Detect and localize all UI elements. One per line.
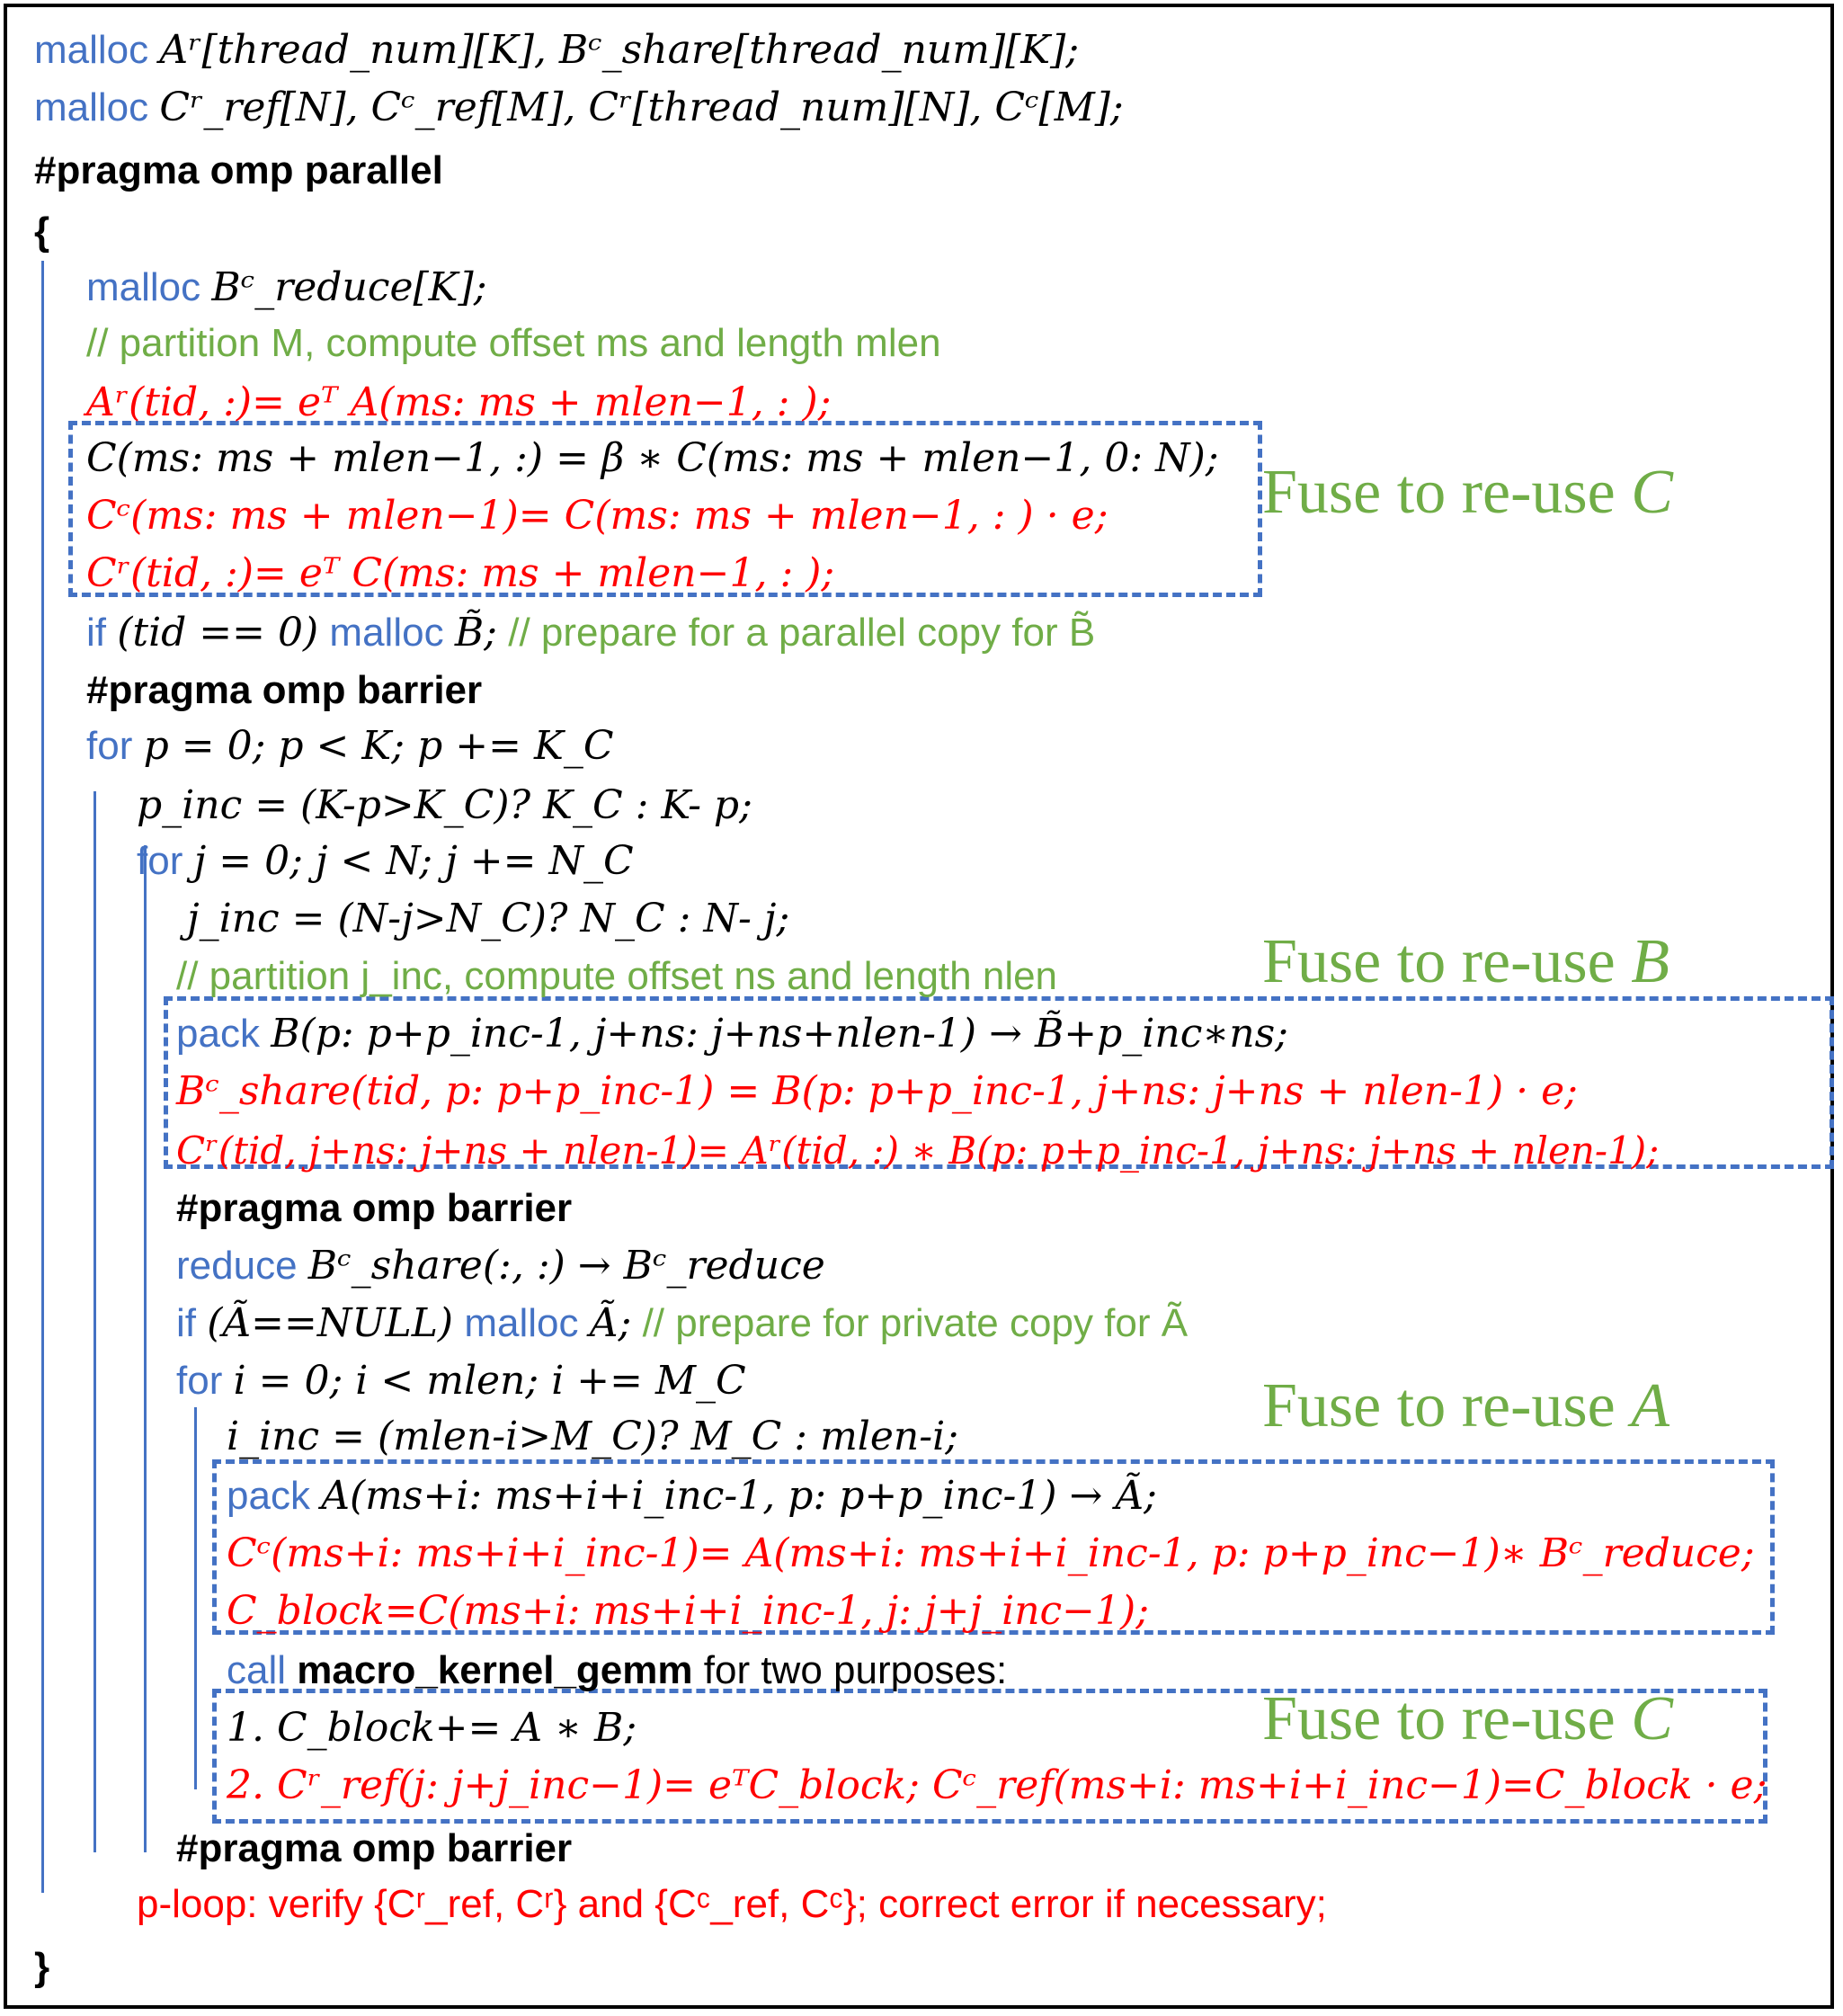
line-13 — [86, 721, 614, 772]
line-23 — [176, 1298, 1188, 1349]
line-10 — [86, 549, 834, 599]
keyword: if — [86, 611, 106, 655]
line-2 — [34, 83, 1124, 133]
fuse-variable: C — [1631, 1684, 1673, 1753]
keyword: if — [176, 1301, 196, 1345]
comment: // partition j_inc, compute offset ns and length nlen — [176, 954, 1058, 998]
expression: Cᶜ(ms+i: ms+i+i_inc-1)= A(ms+i: ms+i+i_inc-1, p: p+p_inc−1)∗ Bᶜ_reduce; — [227, 1530, 1755, 1576]
expression: Ã; — [589, 1300, 632, 1346]
keyword: malloc — [34, 85, 149, 129]
line-17 — [176, 951, 1057, 1002]
fuse-text: Fuse to re-use — [1262, 458, 1616, 527]
fuse-label-a — [1262, 1370, 1669, 1442]
open-brace: { — [34, 210, 50, 254]
keyword: malloc — [34, 28, 149, 72]
expression: Cʳ_ref[N], Cᶜ_ref[M], Cʳ[thread_num][N], Cᶜ[M]; — [159, 85, 1124, 130]
expression: (tid == 0) — [117, 610, 319, 656]
pragma: #pragma omp parallel — [34, 148, 443, 192]
keyword: malloc — [86, 265, 201, 309]
fuse-text: Fuse to re-use — [1262, 1684, 1616, 1753]
line-3 — [34, 146, 443, 196]
expression: A(ms+i: ms+i+i_inc-1, p: p+p_inc-1) → Ã; — [321, 1473, 1157, 1519]
verification-step: p-loop: verify {Cʳ_ref, Cʳ} and {Cᶜ_ref, Cᶜ}; correct error if necessary; — [137, 1882, 1327, 1926]
line-25 — [227, 1412, 958, 1462]
line-28 — [227, 1586, 1149, 1637]
expression: j_inc = (N-j>N_C)? N_C : N- j; — [187, 896, 790, 941]
line-33 — [137, 1879, 1327, 1930]
line-11 — [86, 608, 1095, 658]
line-21 — [176, 1183, 572, 1234]
expression: 2. Cʳ_ref(j: j+j_inc−1)= eᵀC_block; Cᶜ_ref(ms+i: ms+i+i_inc−1)=C_block · e; — [227, 1762, 1767, 1808]
line-34 — [34, 1942, 49, 1993]
expression: B̃; — [454, 610, 497, 656]
expression: B(p: p+p_inc-1, j+ns: j+ns+nlen-1) → B̃+p_inc∗ns; — [271, 1011, 1289, 1057]
expression: Cʳ(tid, :)= eᵀ C(ms: ms + mlen−1, : ); — [86, 550, 835, 596]
expression: Bᶜ_reduce[K]; — [211, 264, 487, 310]
comment: // prepare for a parallel copy for B̃ — [508, 611, 1096, 655]
line-7 — [86, 378, 831, 428]
keyword: for — [176, 1359, 223, 1403]
expression: Aʳ(tid, :)= eᵀ A(ms: ms + mlen−1, : ); — [86, 379, 832, 425]
parallel-block-guide — [41, 261, 44, 1893]
close-brace: } — [34, 1945, 50, 1989]
comment: // partition M, compute offset ms and length mlen — [86, 321, 941, 365]
fuse-text: Fuse to re-use — [1262, 927, 1616, 996]
line-27 — [227, 1529, 1755, 1579]
line-1 — [34, 25, 1079, 76]
line-15 — [137, 836, 634, 887]
keyword: pack — [176, 1012, 260, 1056]
expression: C_block=C(ms+i: ms+i+i_inc-1, j: j+j_inc−1); — [227, 1588, 1150, 1634]
expression: Cᶜ(ms: ms + mlen−1)= C(ms: ms + mlen−1, : ) · e; — [86, 493, 1108, 539]
keyword: reduce — [176, 1244, 298, 1288]
fuse-label-c1 — [1262, 457, 1673, 529]
expression: j = 0; j < N; j += N_C — [193, 838, 634, 884]
keyword: for — [86, 724, 133, 768]
expression: 1. C_block+= A ∗ B; — [227, 1705, 637, 1751]
expression: Aʳ[thread_num][K], Bᶜ_share[thread_num][K]; — [159, 27, 1080, 73]
line-24 — [176, 1356, 746, 1406]
line-29 — [227, 1646, 1007, 1696]
pragma: #pragma omp barrier — [176, 1826, 573, 1870]
expression: p_inc = (K-p>K_C)? K_C : K- p; — [137, 782, 752, 828]
line-12 — [86, 665, 482, 716]
expression: i = 0; i < mlen; i += M_C — [233, 1358, 746, 1404]
line-6 — [86, 318, 941, 369]
keyword: for — [137, 839, 183, 883]
keyword: call — [227, 1648, 287, 1692]
comment: // prepare for private copy for Ã — [642, 1301, 1189, 1345]
expression: p = 0; p < K; p += K_C — [143, 723, 614, 769]
p-loop-guide — [93, 791, 96, 1852]
pragma: #pragma omp barrier — [176, 1186, 573, 1230]
j-loop-guide — [144, 845, 147, 1852]
fuse-text: Fuse to re-use — [1262, 1371, 1616, 1441]
pragma: #pragma omp barrier — [86, 668, 483, 712]
fuse-variable: B — [1631, 927, 1669, 996]
fuse-variable: C — [1631, 458, 1673, 527]
keyword: malloc — [464, 1301, 579, 1345]
line-32 — [176, 1824, 572, 1874]
line-9 — [86, 491, 1108, 541]
line-31 — [227, 1761, 1767, 1811]
line-19 — [176, 1066, 1578, 1117]
line-30 — [227, 1703, 637, 1753]
i-loop-guide — [194, 1407, 197, 1789]
function-name: macro_kernel_gemm — [297, 1648, 693, 1692]
expression: Bᶜ_share(:, :) → Bᶜ_reduce — [307, 1243, 825, 1289]
fuse-label-b — [1262, 926, 1669, 998]
description: for two purposes: — [703, 1648, 1008, 1692]
fuse-variable: A — [1631, 1371, 1669, 1441]
line-5 — [86, 263, 487, 313]
line-26 — [227, 1471, 1157, 1521]
line-4 — [34, 207, 49, 257]
expression: i_inc = (mlen-i>M_C)? M_C : mlen-i; — [227, 1414, 959, 1459]
line-18 — [176, 1009, 1288, 1059]
expression: Bᶜ_share(tid, p: p+p_inc-1) = B(p: p+p_inc-1, j+ns: j+ns + nlen-1) · e; — [176, 1068, 1578, 1114]
line-8 — [86, 433, 1219, 484]
expression: Cʳ(tid, j+ns: j+ns + nlen-1)= Aʳ(tid, :) ∗ B(p: p+p_inc-1, j+ns: j+ns + nlen-1); — [176, 1128, 1660, 1173]
line-16 — [187, 894, 789, 944]
keyword: malloc — [329, 611, 444, 655]
fuse-label-c2 — [1262, 1683, 1673, 1755]
line-14 — [137, 781, 752, 831]
expression: (Ã==NULL) — [207, 1300, 454, 1346]
line-22 — [176, 1241, 825, 1291]
expression: C(ms: ms + mlen−1, :) = β ∗ C(ms: ms + mlen−1, 0: N); — [86, 435, 1219, 481]
line-20 — [176, 1126, 1659, 1176]
keyword: pack — [227, 1474, 310, 1518]
